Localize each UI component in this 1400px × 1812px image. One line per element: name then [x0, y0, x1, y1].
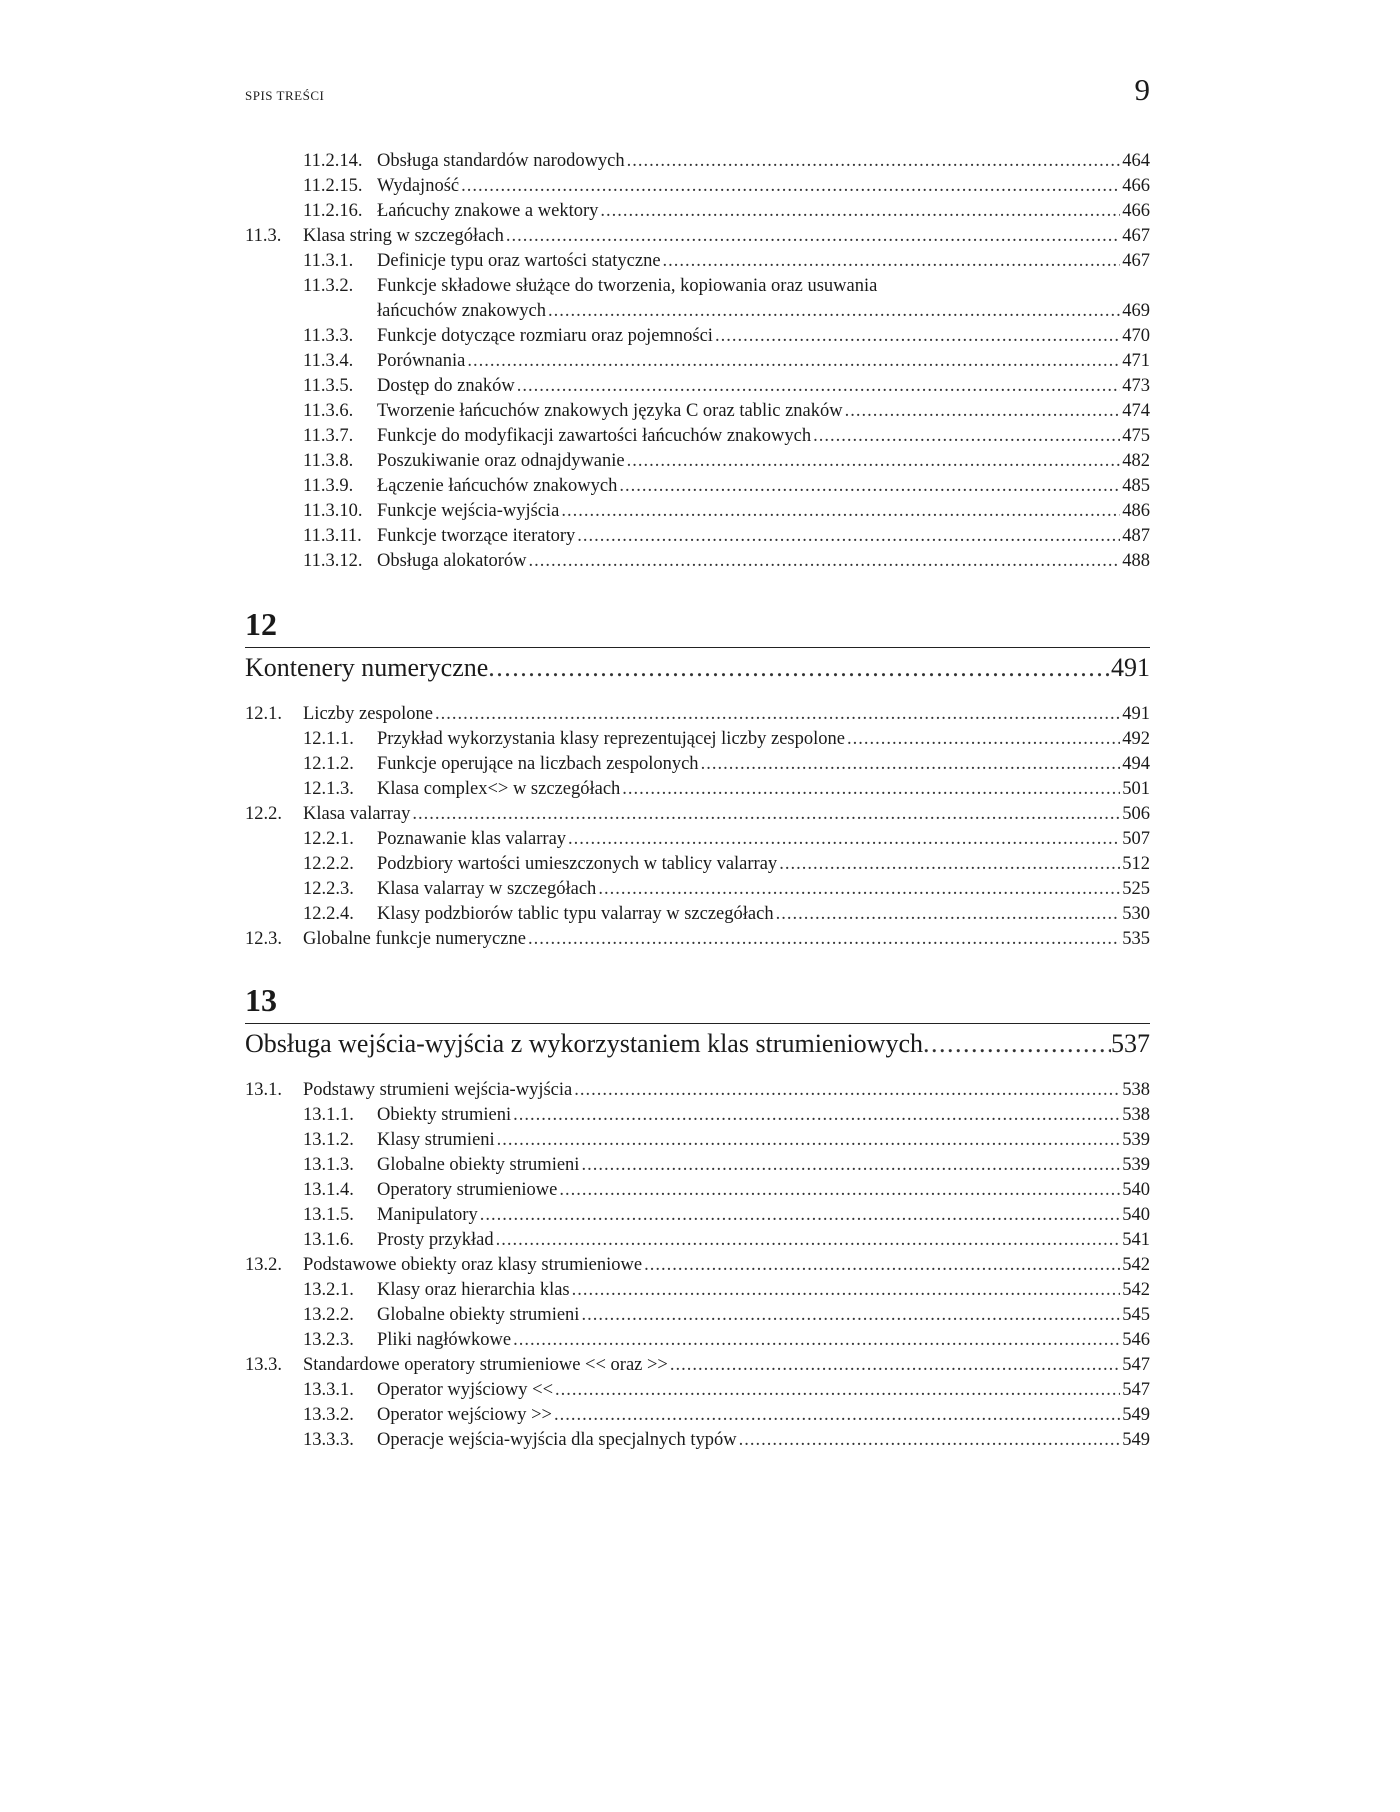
- chapter-title: Kontenery numeryczne: [245, 653, 489, 682]
- entry-page: 469: [1122, 301, 1150, 321]
- entry-title: Klasa valarray w szczegółach: [377, 879, 597, 899]
- toc-entry[interactable]: [245, 1153, 1150, 1178]
- entry-title: Liczby zespolone: [303, 704, 433, 724]
- dot-leader: [488, 648, 1111, 688]
- entry-title: Funkcje dotyczące rozmiaru oraz pojemności: [377, 326, 713, 346]
- entry-number: 11.3.7.: [303, 426, 354, 446]
- entry-number: 13.3.: [245, 1355, 282, 1375]
- dot-leader: [572, 1278, 1121, 1303]
- entry-page: 539: [1122, 1130, 1150, 1150]
- entry-title: Podzbiory wartości umieszczonych w tablicy valarray: [377, 854, 778, 874]
- dot-leader: [513, 1328, 1120, 1353]
- entry-page: 487: [1122, 526, 1150, 546]
- entry-page: 466: [1122, 176, 1150, 196]
- entry-number: 11.3.: [245, 226, 282, 246]
- entry-number: 12.1.3.: [303, 779, 354, 799]
- entry-title: Operator wyjściowy <<: [377, 1380, 554, 1400]
- chapter-title-row[interactable]: [245, 648, 1150, 688]
- entry-number: 13.2.2.: [303, 1305, 354, 1325]
- dot-leader: [529, 549, 1121, 574]
- dot-leader: [715, 324, 1120, 349]
- toc-entry[interactable]: [245, 1278, 1150, 1303]
- entry-title-continued: łańcuchów znakowych: [377, 301, 547, 321]
- dot-leader: [600, 199, 1120, 224]
- entry-page: 466: [1122, 201, 1150, 221]
- dot-leader: [627, 449, 1121, 474]
- toc-entry[interactable]: [245, 852, 1150, 877]
- dot-leader: [739, 1428, 1121, 1453]
- entry-page: 507: [1122, 829, 1150, 849]
- toc-entry[interactable]: [245, 1378, 1150, 1403]
- entry-number: 13.3.2.: [303, 1405, 354, 1425]
- entry-title: Obsługa alokatorów: [377, 551, 527, 571]
- entry-number: 12.1.2.: [303, 754, 354, 774]
- dot-leader: [627, 149, 1121, 174]
- entry-page: 549: [1122, 1430, 1150, 1450]
- entry-page: 467: [1122, 251, 1150, 271]
- dot-leader: [581, 1153, 1120, 1178]
- entry-page: 470: [1122, 326, 1150, 346]
- entry-number: 11.3.8.: [303, 451, 354, 471]
- toc-entry[interactable]: [245, 1253, 1150, 1278]
- entry-number: 11.3.4.: [303, 351, 354, 371]
- entry-page: 512: [1122, 854, 1150, 874]
- entry-number: 13.1.1.: [303, 1105, 354, 1125]
- toc-entry[interactable]: [245, 524, 1150, 549]
- chapter-page: 537: [1111, 1029, 1150, 1058]
- entry-page: 547: [1122, 1380, 1150, 1400]
- entry-number: 12.1.: [245, 704, 282, 724]
- entry-page: 491: [1122, 704, 1150, 724]
- entry-page: 474: [1122, 401, 1150, 421]
- entry-title: Wydajność: [377, 176, 460, 196]
- entry-title: Definicje typu oraz wartości statyczne: [377, 251, 661, 271]
- chapter-13-block: [245, 979, 1150, 1453]
- entry-number: 11.3.9.: [303, 476, 354, 496]
- entry-title: Funkcje operujące na liczbach zespolonych: [377, 754, 699, 774]
- entry-number: 11.2.15.: [303, 176, 363, 196]
- toc-entry[interactable]: [245, 449, 1150, 474]
- toc-entry[interactable]: [245, 249, 1150, 274]
- entry-page: 471: [1122, 351, 1150, 371]
- entry-number: 11.3.3.: [303, 326, 354, 346]
- toc-entry[interactable]: [245, 149, 1150, 174]
- entry-title: Funkcje do modyfikacji zawartości łańcuchów znakowych: [377, 426, 812, 446]
- entry-page: 539: [1122, 1155, 1150, 1175]
- toc-entry[interactable]: [245, 424, 1150, 449]
- dot-leader: [496, 1228, 1121, 1253]
- toc-entry[interactable]: [245, 399, 1150, 424]
- toc-entry[interactable]: [245, 827, 1150, 852]
- dot-leader: [923, 1024, 1111, 1064]
- entry-number: 11.3.1.: [303, 251, 354, 271]
- dot-leader: [559, 1178, 1120, 1203]
- entry-number: 12.2.2.: [303, 854, 354, 874]
- dot-leader: [528, 927, 1120, 952]
- entry-number: 11.2.14.: [303, 151, 363, 171]
- entry-title: Prosty przykład: [377, 1230, 494, 1250]
- entry-page: 485: [1122, 476, 1150, 496]
- toc-entry[interactable]: [245, 549, 1150, 574]
- entry-page: 549: [1122, 1405, 1150, 1425]
- entry-title: Klasa valarray: [303, 804, 411, 824]
- entry-page: 525: [1122, 879, 1150, 899]
- entry-number: 12.2.3.: [303, 879, 354, 899]
- entry-title: Poznawanie klas valarray: [377, 829, 567, 849]
- dot-leader: [554, 1403, 1120, 1428]
- entry-title: Funkcje tworzące iteratory: [377, 526, 576, 546]
- entry-title: Klasy oraz hierarchia klas: [377, 1280, 570, 1300]
- entry-title: Klasa complex<> w szczegółach: [377, 779, 621, 799]
- toc-entry[interactable]: [245, 1078, 1150, 1103]
- toc-entry[interactable]: [245, 727, 1150, 752]
- entry-number: 11.3.6.: [303, 401, 354, 421]
- toc-entry[interactable]: [245, 199, 1150, 224]
- entry-title: Pliki nagłówkowe: [377, 1330, 512, 1350]
- dot-leader: [412, 802, 1120, 827]
- toc-entry[interactable]: [245, 702, 1150, 727]
- entry-title: Funkcje składowe służące do tworzenia, kopiowania oraz usuwania: [377, 276, 878, 296]
- toc-entry[interactable]: [245, 499, 1150, 524]
- toc-entry[interactable]: [245, 1428, 1150, 1453]
- entry-number: 13.1.4.: [303, 1180, 354, 1200]
- entry-number: 11.3.2.: [303, 276, 354, 296]
- entry-number: 11.3.12.: [303, 551, 363, 571]
- entry-number: 12.1.1.: [303, 729, 354, 749]
- entry-title: Porównania: [377, 351, 466, 371]
- dot-leader: [701, 752, 1121, 777]
- chapter-page: 491: [1111, 653, 1150, 682]
- toc-entry[interactable]: [245, 274, 1150, 299]
- dot-leader: [555, 1378, 1120, 1403]
- chapter-number: 13: [245, 982, 277, 1018]
- entry-title: Obsługa standardów narodowych: [377, 151, 625, 171]
- dot-leader: [517, 374, 1121, 399]
- entry-title: Funkcje wejścia-wyjścia: [377, 501, 560, 521]
- dot-leader: [644, 1253, 1120, 1278]
- entry-number: 13.1.2.: [303, 1130, 354, 1150]
- toc-entry[interactable]: [245, 374, 1150, 399]
- entry-page: 541: [1122, 1230, 1150, 1250]
- toc-entry[interactable]: [245, 324, 1150, 349]
- entry-title: Klasa string w szczegółach: [303, 226, 504, 246]
- entry-page: 547: [1122, 1355, 1150, 1375]
- entry-page: 545: [1122, 1305, 1150, 1325]
- dot-leader: [663, 249, 1121, 274]
- page-number: 9: [1134, 72, 1150, 107]
- entry-title: Tworzenie łańcuchów znakowych języka C oraz tablic znaków: [377, 401, 843, 421]
- toc-entry[interactable]: [245, 1228, 1150, 1253]
- entry-number: 13.1.3.: [303, 1155, 354, 1175]
- entry-number: 12.3.: [245, 929, 282, 949]
- dot-leader: [622, 777, 1120, 802]
- dot-leader: [598, 877, 1120, 902]
- entry-page: 482: [1122, 451, 1150, 471]
- entry-page: 492: [1122, 729, 1150, 749]
- toc-entry[interactable]: [245, 877, 1150, 902]
- toc-entry[interactable]: [245, 902, 1150, 927]
- entry-title: Obiekty strumieni: [377, 1105, 512, 1125]
- entry-title: Globalne funkcje numeryczne: [303, 929, 526, 949]
- entry-title: Operator wejściowy >>: [377, 1405, 552, 1425]
- entry-title: Globalne obiekty strumieni: [377, 1305, 580, 1325]
- entry-title: Manipulatory: [377, 1205, 478, 1225]
- toc-entry[interactable]: [245, 1353, 1150, 1378]
- dot-leader: [776, 902, 1121, 927]
- entry-number: 13.1.5.: [303, 1205, 354, 1225]
- toc-list-chapter-13: [245, 1078, 1150, 1453]
- toc-entry[interactable]: [245, 1303, 1150, 1328]
- entry-page: 538: [1122, 1080, 1150, 1100]
- entry-number: 13.2.: [245, 1255, 282, 1275]
- chapter-title: Obsługa wejścia-wyjścia z wykorzystaniem klas strumieniowych: [245, 1029, 923, 1058]
- entry-title: Łączenie łańcuchów znakowych: [377, 476, 618, 496]
- entry-number: 11.3.5.: [303, 376, 354, 396]
- entry-number: 13.1.: [245, 1080, 282, 1100]
- entry-title: Standardowe operatory strumieniowe << oraz >>: [303, 1355, 668, 1375]
- entry-title: Operatory strumieniowe: [377, 1180, 558, 1200]
- toc-list-chapter-11: [245, 149, 1150, 574]
- toc-list-chapter-12: [245, 702, 1150, 952]
- dot-leader: [577, 524, 1120, 549]
- entry-page: 473: [1122, 376, 1150, 396]
- entry-title: Operacje wejścia-wyjścia dla specjalnych typów: [377, 1430, 737, 1450]
- entry-title: Podstawowe obiekty oraz klasy strumieniowe: [303, 1255, 643, 1275]
- toc-entry[interactable]: [245, 1128, 1150, 1153]
- toc-entry-continuation[interactable]: [245, 299, 1150, 324]
- toc-entry[interactable]: [245, 802, 1150, 827]
- entry-page: 501: [1122, 779, 1150, 799]
- entry-number: 13.1.6.: [303, 1230, 354, 1250]
- toc-entry[interactable]: [245, 174, 1150, 199]
- entry-title: Podstawy strumieni wejścia-wyjścia: [303, 1080, 573, 1100]
- entry-title: Przykład wykorzystania klasy reprezentującej liczby zespolone: [377, 729, 845, 749]
- entry-number: 11.3.10.: [303, 501, 363, 521]
- entry-title: Klasy strumieni: [377, 1130, 495, 1150]
- dot-leader: [480, 1203, 1121, 1228]
- entry-page: 467: [1122, 226, 1150, 246]
- entry-number: 13.2.1.: [303, 1280, 354, 1300]
- toc-entry[interactable]: [245, 1328, 1150, 1353]
- entry-number: 11.3.11.: [303, 526, 362, 546]
- dot-leader: [497, 1128, 1121, 1153]
- toc-entry[interactable]: [245, 474, 1150, 499]
- entry-title: Klasy podzbiorów tablic typu valarray w szczegółach: [377, 904, 774, 924]
- dot-leader: [779, 852, 1120, 877]
- toc-entry[interactable]: [245, 1178, 1150, 1203]
- entry-page: 506: [1122, 804, 1150, 824]
- entry-number: 12.2.: [245, 804, 282, 824]
- entry-number: 13.3.1.: [303, 1380, 354, 1400]
- dot-leader: [561, 499, 1120, 524]
- toc-entry[interactable]: [245, 1203, 1150, 1228]
- toc-entry[interactable]: [245, 349, 1150, 374]
- toc-entry[interactable]: [245, 777, 1150, 802]
- dot-leader: [461, 174, 1120, 199]
- entry-page: 475: [1122, 426, 1150, 446]
- toc-entry[interactable]: [245, 752, 1150, 777]
- entry-page: 542: [1122, 1255, 1150, 1275]
- toc-entry[interactable]: [245, 927, 1150, 952]
- entry-page: 494: [1122, 754, 1150, 774]
- entry-page: 542: [1122, 1280, 1150, 1300]
- dot-leader: [506, 224, 1120, 249]
- chapter-12-block: [245, 603, 1150, 952]
- entry-title: Poszukiwanie oraz odnajdywanie: [377, 451, 625, 471]
- entry-page: 546: [1122, 1330, 1150, 1350]
- dot-leader: [548, 299, 1120, 324]
- dot-leader: [619, 474, 1120, 499]
- entry-page: 464: [1122, 151, 1150, 171]
- dot-leader: [581, 1303, 1120, 1328]
- dot-leader: [847, 727, 1120, 752]
- dot-leader: [435, 702, 1120, 727]
- entry-page: 540: [1122, 1205, 1150, 1225]
- dot-leader: [513, 1103, 1120, 1128]
- toc-entry[interactable]: [245, 1403, 1150, 1428]
- entry-page: 535: [1122, 929, 1150, 949]
- entry-page: 530: [1122, 904, 1150, 924]
- dot-leader: [568, 827, 1120, 852]
- chapter-number: 12: [245, 606, 277, 642]
- entry-number: 11.2.16.: [303, 201, 363, 221]
- entry-number: 13.3.3.: [303, 1430, 354, 1450]
- entry-page: 486: [1122, 501, 1150, 521]
- entry-number: 13.2.3.: [303, 1330, 354, 1350]
- dot-leader: [845, 399, 1121, 424]
- entry-page: 488: [1122, 551, 1150, 571]
- entry-title: Dostęp do znaków: [377, 376, 515, 396]
- toc-entry[interactable]: [245, 224, 1150, 249]
- chapter-title-row[interactable]: [245, 1024, 1150, 1064]
- entry-title: Łańcuchy znakowe a wektory: [377, 201, 599, 221]
- entry-number: 12.2.4.: [303, 904, 354, 924]
- dot-leader: [574, 1078, 1120, 1103]
- running-head: SPIS TREŚCI: [245, 88, 325, 103]
- entry-page: 538: [1122, 1105, 1150, 1125]
- dot-leader: [813, 424, 1120, 449]
- entry-number: 12.2.1.: [303, 829, 354, 849]
- toc-entry[interactable]: [245, 1103, 1150, 1128]
- dot-leader: [467, 349, 1120, 374]
- entry-page: 540: [1122, 1180, 1150, 1200]
- dot-leader: [670, 1353, 1120, 1378]
- entry-title: Globalne obiekty strumieni: [377, 1155, 580, 1175]
